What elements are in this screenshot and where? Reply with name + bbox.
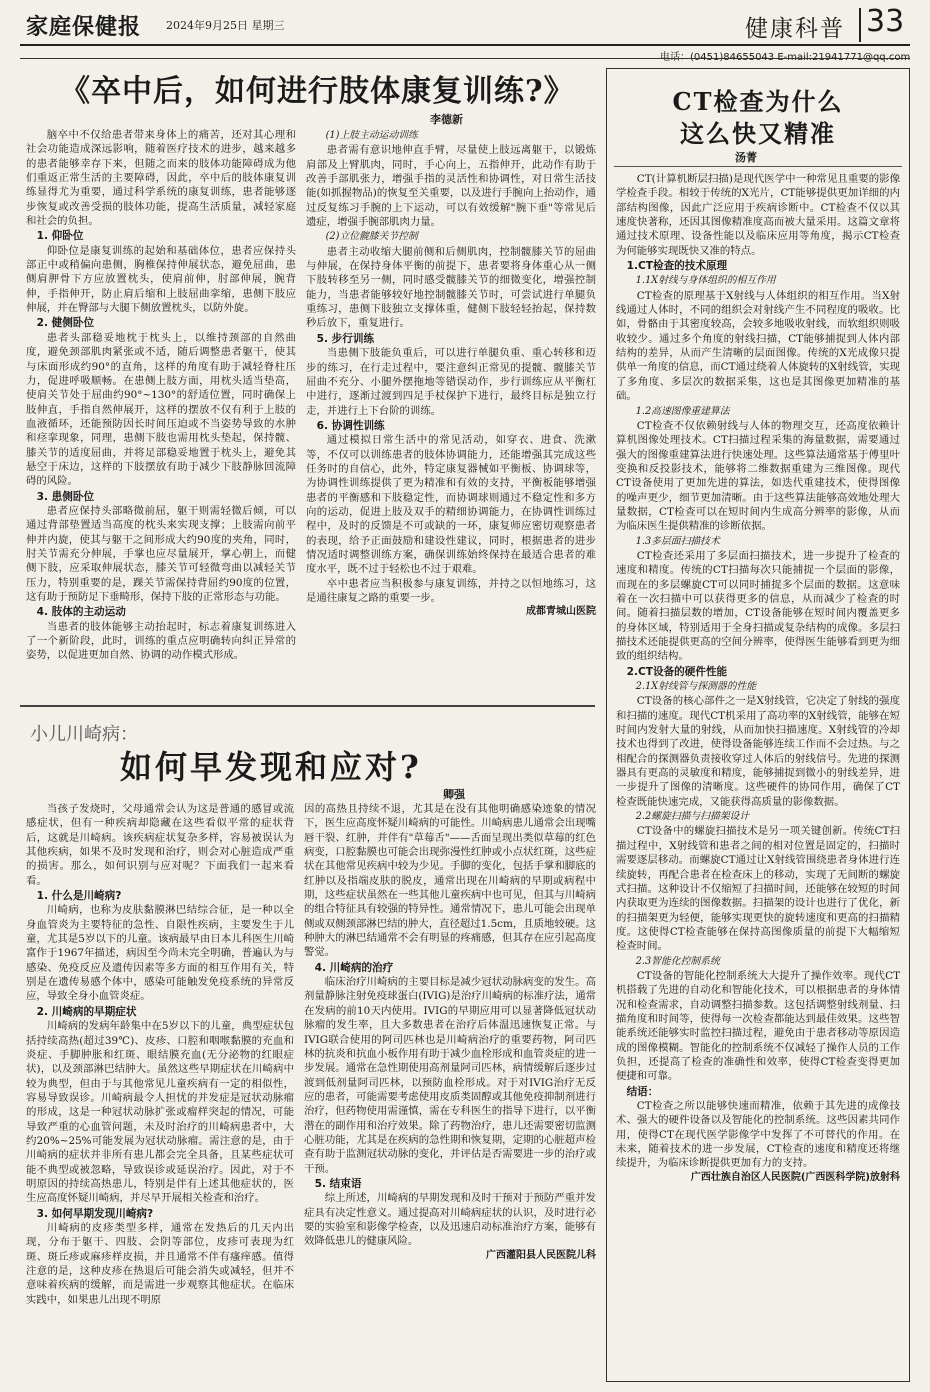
section-name: 健康科普 [745,16,845,42]
section-heading: 5. 步行训练 [316,332,375,345]
paragraph: CT设备中的螺旋扫描技术是另一项关键创新。传统CT扫描过程中，X射线管和患者之间的相对位置是固定的，扫描时需要逐层移动。而螺旋CT通过让X射线管围绕患者身体进行连续旋转，再配合患者在检查床上的移动，实现了无间断的螺旋式扫描。这种设计不仅缩短了扫描时间，还能够在较短的时间内获取更为连续的图像数据。扫描架的设计也进行了优化，新的扫描架更为轻便，能够实现更快的旋转速度和更高的扫描精度。这使得CT检查能够在保持高图像质量的前提下大幅缩短检查时间。 [616,825,900,953]
article-ct-title-line-1: CT检查为什么 [672,87,844,116]
article-stroke-column-2 [306,128,596,698]
section-heading: 2. 健侧卧位 [36,317,95,330]
article-ct-title-line-2: 这么快又精准 [680,119,836,148]
section-heading: 4. 肢体的主动运动 [36,606,126,619]
section-heading: 1. 仰卧位 [36,230,84,243]
article-source: 成都青城山医院 [526,606,596,618]
paragraph: 仰卧位是康复训练的起始和基础体位，患者应保持头部正中或稍偏向患侧，胸椎保持伸展状态，避免屈曲，患侧肩胛骨下方应放置枕头，使肩前伸，肘部伸展，腕背伸，手指伸开，防止肩后缩和上肢屈曲挛缩，患侧下肢应伸展，并在臀部与大腿下侧放置枕头，以防外旋。 [26,244,296,315]
top-rule [20,44,910,46]
paragraph: CT设备的核心部件之一是X射线管，它决定了射线的强度和扫描的速度。现代CT机采用了高功率的X射线管，能够在短时间内发射大量的射线，从而加快扫描速度。X射线管的冷却技术也得到了改进，使得设备能够连续工作而不会过热。与之相配合的探测器负责接收穿过人体后的射线信号。先进的探测器具有更高的灵敏度和精度，能够捕捉到微小的射线差异，进一步提升了图像的清晰度。这些硬件的协同作用，确保了CT检查既能快速完成，又能获得高质量的影像数据。 [616,695,900,808]
article-source: 广西壮族自治区人民医院(广西医科学院)放射科 [690,1171,900,1183]
paragraph: 患者需有意识地伸直手臂，尽量使上肢远离躯干，以锻炼肩部及上臂肌肉，同时，手心向上，五指伸开，此动作有助于改善手部肌张力，增强手指的灵活性和协调性，对日常生活技能(如抓握物品)的恢复至关重要，以及进行手腕向上抬动作，通过反复练习手腕的上下运动，可以有效缓解"腕下垂"等常见后遗症，增强手腕部肌肉力量。 [306,144,596,229]
paragraph: 川崎病的发病年龄集中在5岁以下的儿童，典型症状包括持续高热(超过39℃)、皮疹、口腔和咽喉黏膜的充血和炎症、手脚肿胀和红斑、眼结膜充血(无分泌物的红眼症状)，以及颈部淋巴结肿大。虽然这些早期症状在川崎病中较为典型，但由于与其他常见儿童疾病有一定的相似性，容易导致误诊。川崎病最令人担忧的并发症是冠状动脉瘤的形成，这是一种冠状动脉扩张或瘤样突起的情况，可能导致严重的心血管问题，未及时治疗的川崎病患者中，大约20%~25%可能发展为冠状动脉瘤。需注意的是，由于川崎病的症状并非所有患儿都会完全具备，且某些症状可能不典型或被忽略，导致误诊或延误治疗。因此，对于不明原因的持续高热患儿，特别是伴有上述其他症状的，医生应高度怀疑川崎病，并尽早开展相关检查和治疗。 [26,1020,294,1205]
article-stroke-column-1 [26,128,296,698]
paragraph: 患者头部稳妥地枕于枕头上，以维持颈部的自然曲度，避免颈部肌肉紧张或不适，随后调整患者躯干，使其与床面形成约90°的直角，这样的角度有助于减轻脊柱压力，促进呼吸顺畅。在患侧上肢方面，用枕头适当垫高，使肩关节处于屈曲约90°~130°的舒适位置，同时确保上肢伸直，手指自然伸展开，这样的摆放不仅有利于上肢的血液循环，还能预防因长时间压迫或不当姿势导致的水肿和痉挛现象，同理，患侧下肢也需用枕头垫起，保持髋、膝关节的适度屈曲，并将足部稳妥地置于枕头上，避免其悬空于床边，这样的下肢摆放有助于减少下肢静脉回流障碍的风险。 [26,331,296,488]
section-heading: 1. 什么是川崎病? [36,890,122,903]
section-rule [20,705,595,707]
masthead-divider [859,8,861,42]
paragraph: 当患者的肢体能够主动抬起时，标志着康复训练进入了一个新阶段，此时，训练的重点应明确转向纠正异常的姿势，以促进更加自然、协调的动作模式形成。 [26,620,296,662]
newspaper-name: 家庭保健报 [26,14,142,40]
article-kawasaki-subtitle: 小儿川崎病： [30,724,138,745]
paragraph: 脑卒中不仅给患者带来身体上的痛苦，还对其心理和社会功能造成深远影响，随着医疗技术的进步，越来越多的患者能够幸存下来，但随之而来的肢体功能障碍成为他们重返正常生活的主要障碍，因此，卒中后的肢体康复训练显得尤为重要，通过科学系统的康复训练，患者能够逐步恢复或改善受损的肢体功能，提高生活质量，减轻家庭和社会的负担。 [26,129,296,228]
paragraph: 通过模拟日常生活中的常见活动，如穿衣、进食、洗漱等，不仅可以训练患者的肢体协调能力，还能增强其完成这些任务时的自信心，此外，特定康复器械如平衡板、协调球等，为协调性训练提供了更为精准和有效的支持，平衡板能够增强患者的平衡感和下肢稳定性，而协调球则通过不稳定性和多方向的运动，促进上肢及双手的精细协调能力，在协调性训练过程中，及时的反馈是不可或缺的一环，康复师应密切观察患者的表现，给予正面鼓励和建设性建议，同时，根据患者的进步情况适时调整训练方案，确保训练始终保持在最适合患者的难度水平，既不过于轻松也不过于艰难。 [306,434,596,576]
section-heading: 3. 患侧卧位 [36,490,95,503]
section-heading: 3. 如何早期发现川崎病? [36,1207,154,1220]
paragraph: CT(计算机断层扫描)是现代医学中一种常见且重要的影像学检查手段。相较于传统的X光片，CT能够提供更加详细的内部结构图像，因此广泛应用于疾病诊断中。CT检查不仅以其速度快著称，还因其图像精准度高而被大量采用。这篇文章将通过技术原理、设备性能以及临床应用等角度，揭示CT检查为何能够实现既快又准的特点。 [616,173,900,257]
paragraph: CT检查不仅依赖射线与人体的物理交互，还高度依赖计算机图像处理技术。CT扫描过程采集的海量数据，需要通过强大的图像重建算法进行快速处理。这些算法通常基于傅里叶变换和反投影技术，能够将二维数据重建为三维图像。现代CT设备使用了更加先进的算法，如迭代重建技术，使得图像的噪声更少，细节更加清晰。由于这些算法能够高效地处理大量数据，CT检查可以在短时间内生成高分辨率的影像，从而为临床医生提供精准的诊断依据。 [616,419,900,533]
section-heading: 4. 川崎病的治疗 [314,961,394,974]
paragraph: 当患侧下肢能负重后，可以进行单腿负重、重心转移和迈步的练习，在行走过程中，要注意纠正常见的提髋、髋膝关节屈曲不充分、小腿外摆拖地等错误动作，步行训练应从平衡杠中进行，逐渐过渡到四足手杖保护下进行，最终目标是独立行走，并进行上下台阶的训练。 [306,347,596,417]
paragraph: 当孩子发烧时，父母通常会认为这是普通的感冒或流感症状，但有一种疾病却隐藏在这些看似平常的症状背后，这就是川崎病。该疾病症状复杂多样，容易被误认为其他疾病，如果不及时发现和治疗，则会对心脏造成严重的损害。那么，如何识别与应对呢？下面我们一起来看看。 [26,803,294,887]
top-rule-thin [20,58,910,59]
paragraph: 综上所述，川崎病的早期发现和及时干预对于预防严重并发症具有决定性意义。通过提高对川崎病症状的认识，及时进行必要的实验室和影像学检查，以及迅速启动标准治疗方案，能够有效降低患儿的健康风险。 [304,1192,596,1248]
section-heading: 结语： [626,1085,659,1098]
paragraph: 川崎病，也称为皮肤黏膜淋巴结综合征，是一种以全身血管炎为主要特征的急性、自限性疾病，主要发生于儿童，尤其是5岁以下的儿童。该病最早由日本儿科医生川崎富作于1967年描述，病因至今尚未完全明确，普遍认为与感染、免疫反应及遗传因素等多方面的相互作用有关，特别是在遗传易感个体中，感染可能触发免疫系统的异常反应，导致全身小血管炎症。 [26,904,294,1003]
section-heading: 1.CT检查的技术原理 [626,260,728,273]
subsection-heading: 1.2高速图像重建算法 [635,405,730,417]
section-heading: 2. 川崎病的早期症状 [36,1005,137,1018]
contact-info [660,48,910,63]
subsection-heading: 2.1X射线管与探测器的性能 [635,681,757,693]
article-ct-body [616,172,900,1376]
subsection-heading: (1)上肢主动运动训练 [325,130,418,141]
subsection-heading: 1.1X射线与身体组织的相互作用 [635,275,776,287]
paragraph: 患者主动收缩大腿前侧和后侧肌肉，控制髋膝关节的屈曲与伸展，在保持身体平衡的前提下，患者要将身体重心从一侧下肢转移至另一侧，同时感受髋膝关节的细微变化，增强控制能力，当患者能够较好地控制髋膝关节时，可尝试进行单腿负重练习，患侧下肢独立支撑体重，健侧下肢轻轻抬起，保持数秒后放下，重复进行。 [306,245,596,330]
subsection-heading: (2)立位髋膝关节控制 [325,231,418,243]
article-kawasaki-column-2 [304,802,596,1382]
subsection-heading: 1.3多层面扫描技术 [635,535,720,547]
article-ct-author: 汤菁 [735,151,757,164]
article-source: 广西灌阳县人民医院儿科 [486,1249,596,1261]
section-heading: 5. 结束语 [314,1177,362,1190]
paragraph: 卒中患者应当积极参与康复训练，并持之以恒地练习，这是通往康复之路的重要一步。 [306,577,596,604]
paragraph: CT检查还采用了多层面扫描技术，进一步提升了检查的速度和精度。传统的CT扫描每次只能捕捉一个层面的影像，而现在的多层螺旋CT可以同时捕捉多个层面的数据。这意味着在一次扫描中可以获得更多的信息，从而减少了检查的时间。随着扫描层数的增加，CT设备能够在短时间内覆盖更多的身体区域，特别适用于全身扫描或复杂结构的成像。多层扫描技术还能提供更高的空间分辨率，使得医生能够看到更为细致的组织结构。 [616,549,900,663]
article-stroke-author: 李德新 [430,113,463,126]
paragraph: CT设备的智能化控制系统大大提升了操作效率。现代CT机搭载了先进的自动化和智能化技术，可以根据患者的身体情况和检查需求，自动调整扫描参数。这包括调整射线剂量、扫描角度和时间等，使得每一次检查都能达到最佳效果。这些智能系统还能够实时监控扫描过程，避免由于患者移动等原因造成的图像模糊。智能化的控制系统不仅减轻了操作人员的工作负担，还提高了检查的准确性和效率，使得CT检查变得更加便捷和可靠。 [616,969,900,1083]
paragraph: 川崎病的皮疹类型多样，通常在发热后的几天内出现，分布于躯干、四肢、会阴等部位，皮疹可表现为红斑、斑丘疹或麻疹样皮损，并且通常不伴有瘙痒感。值得注意的是，这种皮疹在热退后可能会消失或减轻，但并不意味着疾病的缓解，而是需进一步观察其他症状。在临床实践中，如果患儿出现不明原 [26,1221,294,1306]
issue-date: 2024年9月25日 星期三 [166,19,285,32]
article-kawasaki-column-1 [26,802,294,1382]
paragraph: CT检查的原理基于X射线与人体组织的相互作用。当X射线通过人体时，不同的组织会对射线产生不同程度的吸收。比如，骨骼由于其密度较高，会较多地吸收射线，而软组织则吸收较少。通过多个角度的射线扫描，CT能够捕捉到人体内部结构的差异，从而产生清晰的层面图像。传统的X光成像只提供单一角度的信息，而CT通过绕着人体旋转的X射线管，实现了多角度、多层次的数据采集，这也是其图像更加精准的基础。 [616,289,900,403]
section-heading: 6. 协调性训练 [316,419,385,432]
paragraph: 因的高热且持续不退，尤其是在没有其他明确感染迹象的情况下，医生应高度怀疑川崎病的可能性。川崎病患儿通常会出现嘴唇干裂、红肿，并伴有"草莓舌"——舌面呈现出类似草莓的红色病变，口腔黏膜也可能会出现弥漫性红肿或小点状红斑，这些症状在其他常见疾病中较为少见。手脚的变化，包括手掌和脚底的红肿以及指端皮肤的脱皮，通常出现在川崎病的早期或病程中期，这些症状虽然在一些其他儿童疾病中也可见，但其与川崎病的组合特征具有较强的特异性。通常情况下，患儿可能会出现单侧或双侧颈部淋巴结的肿大，直径超过1.5cm，且质地较硬。这种肿大的淋巴结通常不会有明显的疼痛感，但其存在应引起高度警觉。 [304,803,596,959]
paragraph: 患者应保持头部略微前屈，躯干则需轻微后倾，可以通过背部垫置适当高度的枕头来实现支撑；上肢需向前平伸并内旋，使其与躯干之间形成大约90度的夹角，同时，肘关节需充分伸展，手掌也应尽量展开，掌心朝上，而健侧下肢，应采取伸展状态，膝关节可轻微弯曲以减轻关节压力，特别重要的是，踝关节需保持背屈约90度的位置，这有助于预防足下垂畸形，保持下肢的正常形态与功能。 [26,504,296,603]
paragraph: CT检查之所以能够快速而精准，依赖于其先进的成像技术、强大的硬件设备以及智能化的控制系统。这些因素共同作用，使得CT在现代医学影像学中发挥了不可替代的作用。在未来，随着技术的进一步发展，CT检查的速度和精度还将继续提升，为临床诊断提供更加有力的支持。 [616,1100,900,1170]
article-ct-rule [614,166,902,167]
page-number: 33 [866,4,905,39]
article-kawasaki-author: 卿强 [443,788,465,801]
paragraph: 临床治疗川崎病的主要目标是减少冠状动脉病变的发生。高剂量静脉注射免疫球蛋白(IVIG)是治疗川崎病的标准疗法，通常在发病的前10天内使用。IVIG的早期应用可以显著降低冠状动脉瘤的发生率，且大多数患者在治疗后体温迅速恢复正常。与IVIG联合使用的阿司匹林也是川崎病治疗的重要药物，阿司匹林的抗炎和抗血小板作用有助于减少血栓形成和血管炎症的进一步发展。通常在急性期使用高剂量阿司匹林，病情缓解后逐步过渡到低剂量阿司匹林，以预防血栓形成。对于对IVIG治疗无反应的患者，可能需要考虑使用皮质类固醇或其他免疫抑制剂进行治疗，但药物使用需谨慎，需在专科医生的指导下进行，以平衡潜在的副作用和治疗效果。除了药物治疗，患儿还需要密切监测心脏功能，尤其是在疾病的急性期和恢复期，定期的心脏超声检查有助于监测冠状动脉的变化，并评估是否需要进一步的治疗或干预。 [304,976,596,1175]
article-kawasaki-title: 如何早发现和应对? [120,748,422,786]
subsection-heading: 2.3智能化控制系统 [635,955,720,967]
article-ct-title [606,86,910,150]
article-stroke-title: 《卒中后，如何进行肢体康复训练?》 [60,74,575,109]
section-heading: 2.CT设备的硬件性能 [626,665,728,678]
subsection-heading: 2.2螺旋扫描与扫描架设计 [635,811,750,823]
